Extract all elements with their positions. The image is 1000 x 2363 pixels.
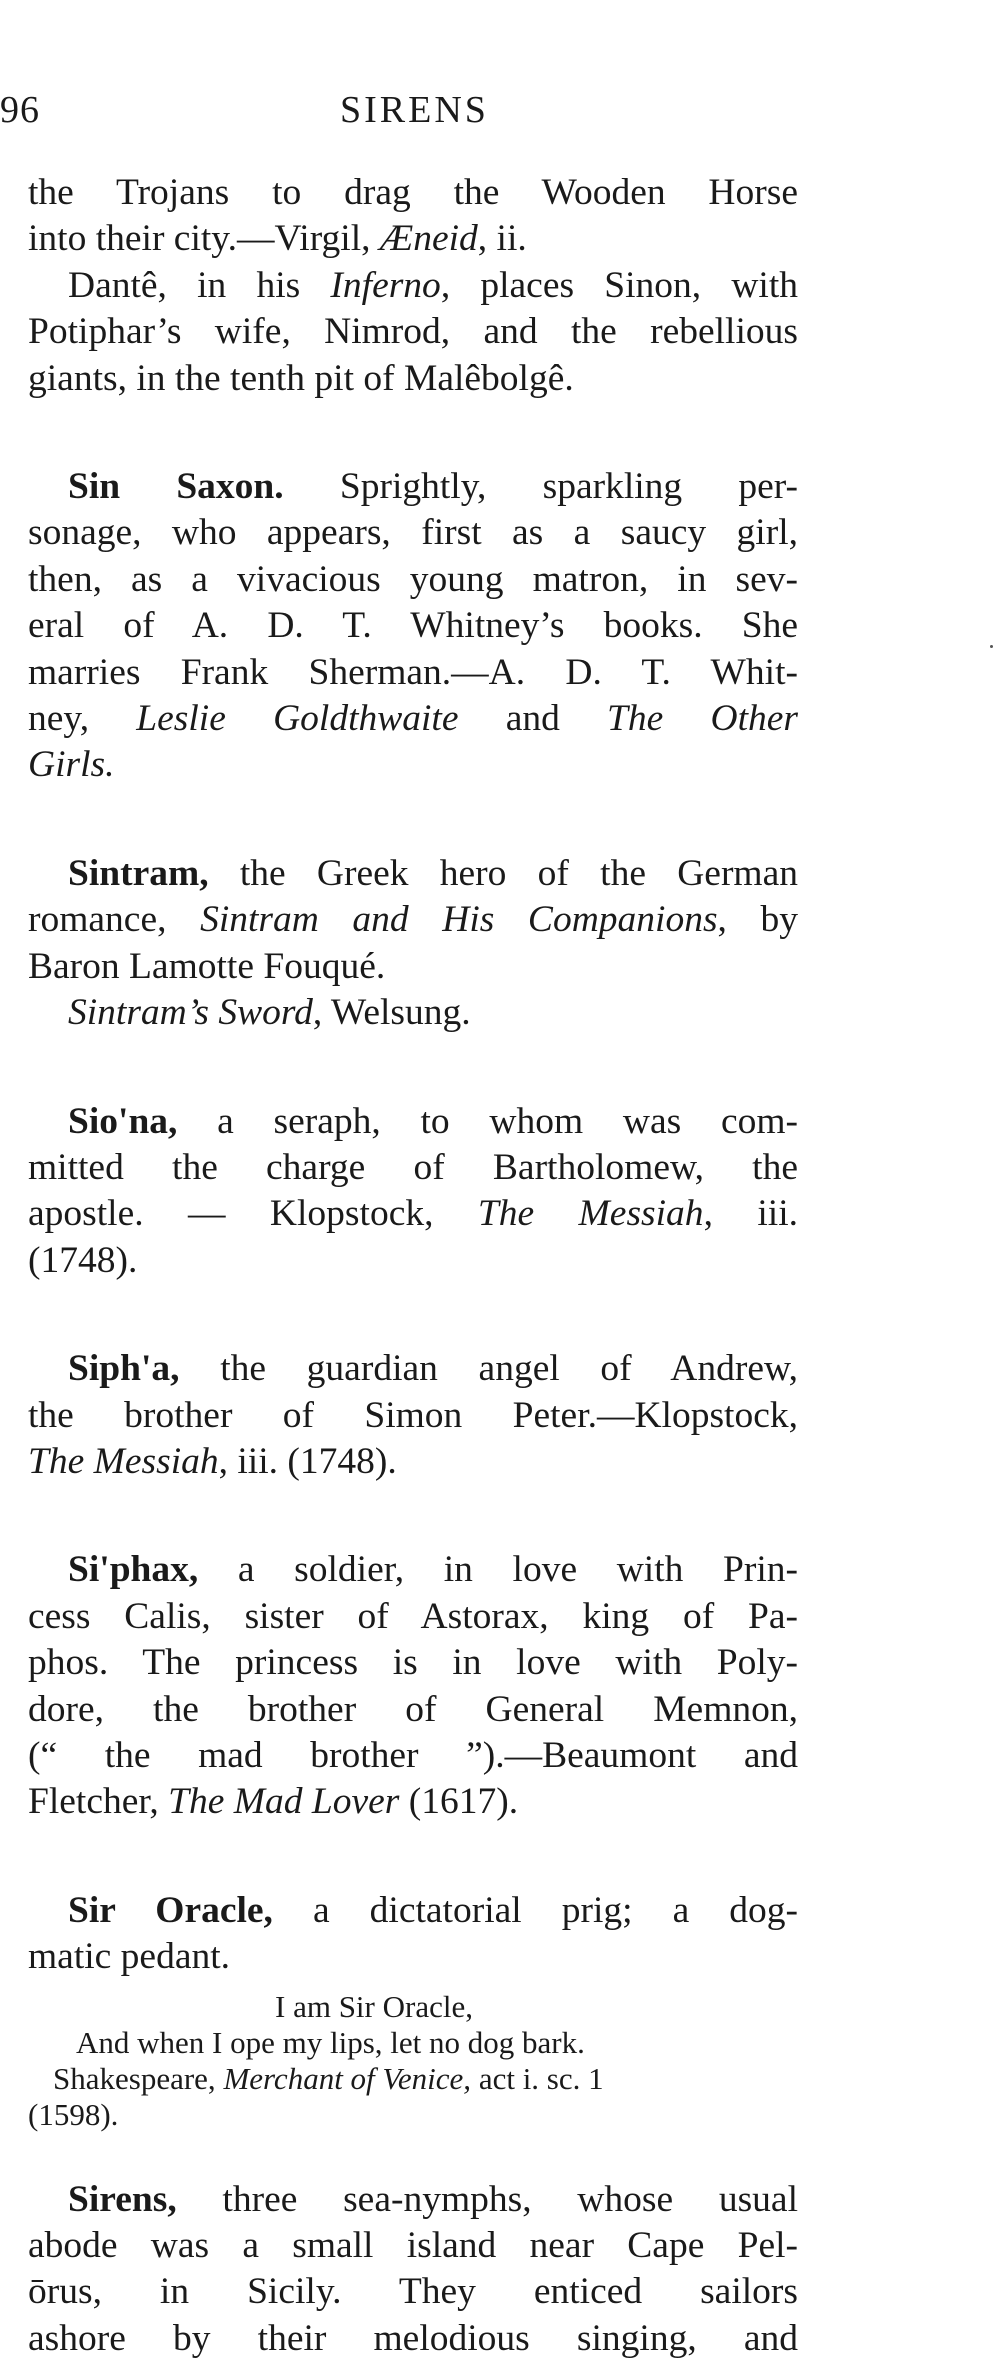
text-run: into their city.—Virgil, xyxy=(28,218,380,260)
text-run: a seraph, to whom was com- xyxy=(177,1100,798,1142)
text-line xyxy=(28,696,798,742)
entry-headword: Sintram, xyxy=(68,852,209,894)
text-run: a soldier, in love with Prin- xyxy=(198,1549,798,1591)
entry-sin-saxon xyxy=(28,464,798,789)
entry-sipha xyxy=(28,1346,798,1485)
text-run: and xyxy=(458,698,608,740)
text-run: romance, xyxy=(28,899,201,941)
page-number: 96 xyxy=(0,89,40,131)
work-title: Girls. xyxy=(28,744,115,786)
text-line xyxy=(28,851,798,897)
work-title: Merchant of Venice, xyxy=(223,2060,472,2096)
quote-line: And when I ope my lips, let no dog bark. xyxy=(76,2024,585,2060)
entry-gap xyxy=(28,789,798,851)
text-run: Dantê, in his xyxy=(68,264,331,306)
text-line xyxy=(28,990,798,1036)
text-line: Potiphar’s wife, Nimrod, and the rebellious xyxy=(28,311,798,353)
text-line: abode was a small island near Cape Pel- xyxy=(28,2225,798,2266)
text-run: , iii. xyxy=(703,1193,798,1235)
entry-headword: Sio'na, xyxy=(68,1100,178,1142)
text-line xyxy=(28,1099,798,1145)
text-line: (1748). xyxy=(28,1239,138,1281)
text-run: the Greek hero of the German xyxy=(208,852,798,894)
quote-citation: (1598). xyxy=(28,2096,119,2132)
entry-gap xyxy=(28,2141,798,2177)
text-line xyxy=(28,1439,798,1485)
entry-sirens xyxy=(28,2177,798,2363)
body-text xyxy=(28,170,798,2362)
work-title: The Mad Lover xyxy=(168,1781,400,1823)
work-title: Æneid xyxy=(379,218,478,260)
text-line xyxy=(28,263,798,309)
entry-gap xyxy=(28,1485,798,1547)
text-line: Baron Lamotte Fouqué. xyxy=(28,945,386,987)
work-title: The Messiah xyxy=(28,1440,219,1482)
text-run: Shakespeare, xyxy=(53,2060,224,2096)
entry-gap xyxy=(28,1826,798,1888)
work-title: Leslie Goldthwaite xyxy=(136,698,459,740)
text-run: Fletcher, xyxy=(28,1781,169,1823)
quote-line: I am Sir Oracle, xyxy=(275,1988,473,2024)
text-run: , Welsung. xyxy=(312,992,471,1034)
text-line: sonage, who appears, first as a saucy girl, xyxy=(28,512,798,554)
entry-sir-oracle xyxy=(28,1888,798,2133)
work-title: Inferno xyxy=(330,264,441,306)
text-run: three sea-nymphs, whose usual xyxy=(176,2178,798,2220)
work-title: Sintram’s Sword xyxy=(68,992,313,1034)
work-title: Sintram and His Companions xyxy=(200,899,718,941)
entry-siona xyxy=(28,1099,798,1285)
text-line: marries Frank Sherman.—A. D. T. Whit- xyxy=(28,651,798,693)
text-line: phos. The princess is in love with Poly- xyxy=(28,1642,798,1684)
text-line xyxy=(28,1191,798,1237)
entry-headword: Sirens, xyxy=(68,2178,177,2220)
entry-sintram xyxy=(28,851,798,1037)
verse-quotation xyxy=(28,1989,798,2133)
text-run: apostle. — Klopstock, xyxy=(28,1193,478,1235)
text-run: act i. sc. 1 xyxy=(471,2060,604,2096)
text-line: matic pedant. xyxy=(28,1936,231,1978)
text-run: , by xyxy=(717,899,799,941)
text-run: a dictatorial prig; a dog- xyxy=(272,1889,798,1931)
text-line xyxy=(28,1779,798,1825)
scan-speck xyxy=(990,645,993,648)
text-line xyxy=(28,464,798,510)
entry-sinon-continued xyxy=(28,170,798,402)
entry-siphax xyxy=(28,1547,798,1825)
text-line: mitted the charge of Bartholomew, the xyxy=(28,1146,798,1188)
entry-headword: Sir Oracle, xyxy=(68,1889,273,1931)
text-line: dore, the brother of General Memnon, xyxy=(28,1688,798,1730)
text-line: giants, in the tenth pit of Malêbolgê. xyxy=(28,357,574,399)
text-run: , places Sinon, with xyxy=(440,264,798,306)
entry-headword: Siph'a, xyxy=(68,1348,180,1390)
text-line xyxy=(28,897,798,943)
text-line xyxy=(28,1547,798,1593)
text-line: cess Calis, sister of Astorax, king of Pa- xyxy=(28,1595,798,1637)
quote-citation xyxy=(28,2061,798,2097)
text-line xyxy=(28,1346,798,1392)
text-line xyxy=(28,216,798,262)
text-run: ney, xyxy=(28,698,137,740)
work-title: The Other xyxy=(607,698,798,740)
entry-headword: Sin Saxon. xyxy=(68,466,284,508)
text-run: the guardian angel of Andrew, xyxy=(179,1348,798,1390)
text-line xyxy=(28,2177,798,2223)
text-run: Sprightly, sparkling per- xyxy=(283,466,798,508)
text-line xyxy=(28,1888,798,1934)
text-run: , iii. (1748). xyxy=(218,1440,397,1482)
running-head: SIRENS xyxy=(340,89,489,131)
text-line: the brother of Simon Peter.—Klopstock, xyxy=(28,1394,798,1436)
entry-gap xyxy=(28,1037,798,1099)
text-line: then, as a vivacious young matron, in sev- xyxy=(28,558,798,600)
text-line: ashore by their melodious singing, and xyxy=(28,2317,798,2359)
text-line: eral of A. D. T. Whitney’s books. She xyxy=(28,605,798,647)
text-run: , ii. xyxy=(477,218,527,260)
entry-headword: Si'phax, xyxy=(68,1549,199,1591)
text-line: the Trojans to drag the Wooden Horse xyxy=(28,172,798,213)
text-line: (“ the mad brother ”).—Beaumont and xyxy=(28,1734,798,1776)
text-line: ōrus, in Sicily. They enticed sailors xyxy=(28,2271,798,2313)
page-header xyxy=(0,88,800,138)
work-title: The Messiah xyxy=(477,1193,704,1235)
entry-gap xyxy=(28,402,798,464)
text-run: (1617). xyxy=(399,1781,519,1823)
entry-gap xyxy=(28,1284,798,1346)
